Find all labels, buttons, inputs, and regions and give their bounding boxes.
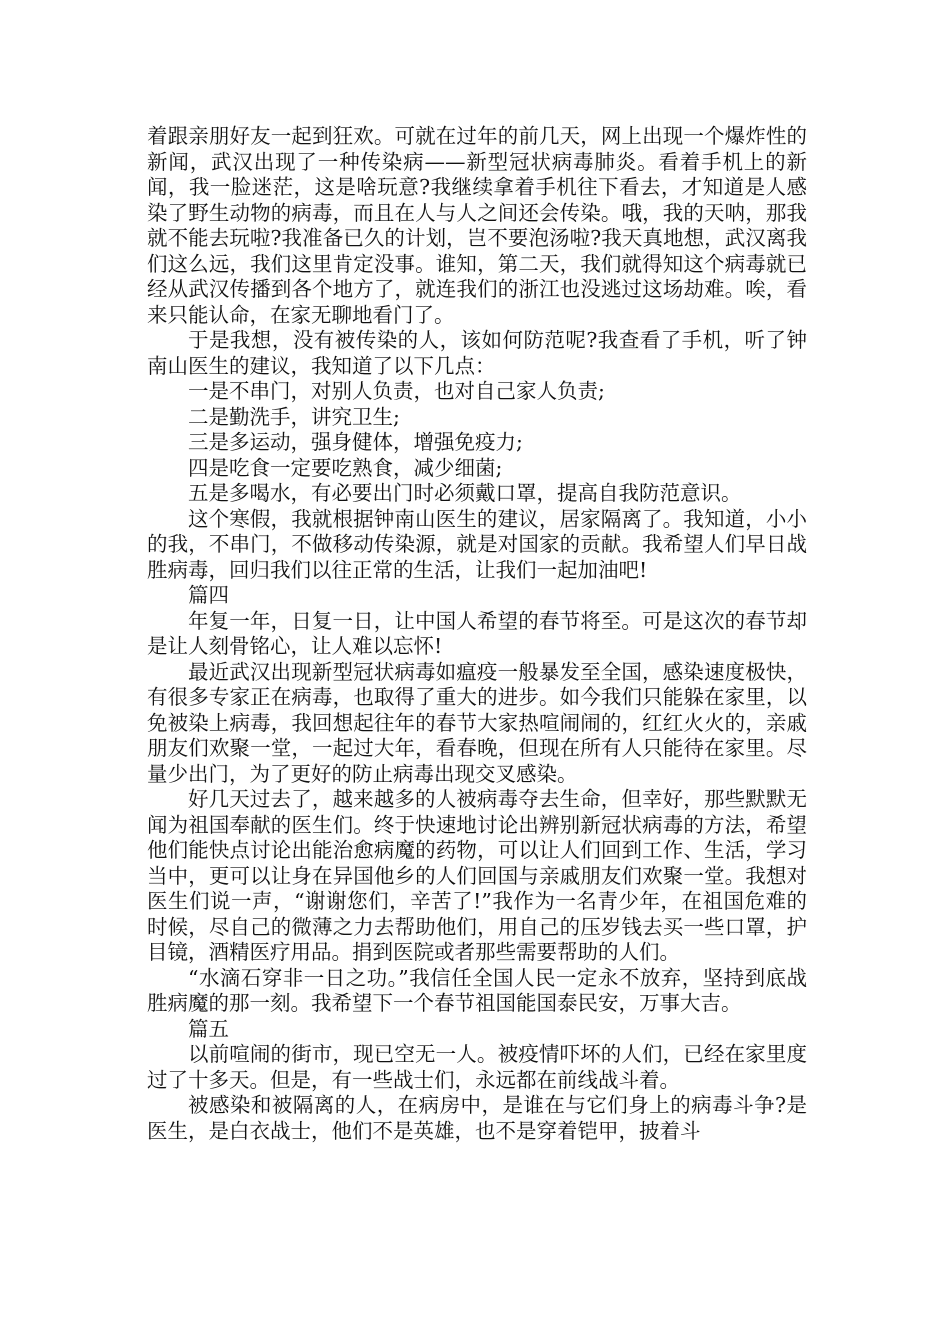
paragraph-4: 年复一年，日复一日，让中国人希望的春节将至。可是这次的春节却是让人刻骨铭心，让人难以忘怀!	[147, 608, 807, 658]
paragraph-6: 好几天过去了，越来越多的人被病毒夺去生命，但幸好，那些默默无闻为祖国奉献的医生们。终于快速地讨论出辨别新冠状病毒的方法，希望他们能快点讨论出能治愈病魔的药物，可以让人们回到工作、生活，学习当中，更可以让身在异国他乡的人们回国与亲戚朋友们欢聚一堂。我想对医生们说一声，“谢谢您们，辛苦了!”我作为一名青少年，在祖国危难的时候，尽自己的微薄之力去帮助他们，用自己的压岁钱去买一些口罩，护目镜，酒精医疗用品。捐到医院或者那些需要帮助的人们。	[147, 787, 807, 964]
paragraph-1: 着跟亲朋好友一起到狂欢。可就在过年的前几天，网上出现一个爆炸性的新闻，武汉出现了一种传染病——新型冠状病毒肺炎。看着手机上的新闻，我一脸迷茫，这是啥玩意?我继续拿着手机往下看去，才知道是人感染了野生动物的病毒，而且在人与人之间还会传染。哦，我的天呐，那我就不能去玩啦?我准备已久的计划，岂不要泡汤啦?我天真地想，武汉离我们这么远，我们这里肯定没事。谁知，第二天，我们就得知这个病毒就已经从武汉传播到各个地方了，就连我们的浙江也没逃过这场劫难。唉，看来只能认命，在家无聊地看门了。	[147, 124, 807, 327]
section-heading-4: 篇四	[188, 583, 229, 607]
paragraph-2: 于是我想，没有被传染的人，该如何防范呢?我查看了手机，听了钟南山医生的建议，我知道了以下几点：	[147, 328, 807, 378]
paragraph-3: 这个寒假，我就根据钟南山医生的建议，居家隔离了。我知道，小小的我，不串门，不做移动传染源，就是对国家的贡献。我希望人们早日战胜病毒，回归我们以往正常的生活，让我们一起加油吧!	[147, 506, 807, 582]
list-item-4: 四是吃食一定要吃熟食，减少细菌;	[188, 455, 503, 480]
list-item-2: 二是勤洗手，讲究卫生;	[188, 404, 400, 429]
paragraph-9: 被感染和被隔离的人，在病房中，是谁在与它们身上的病毒斗争?是医生，是白衣战士，他们不是英雄，也不是穿着铠甲，披着斗	[147, 1093, 807, 1143]
list-item-3: 三是多运动，强身健体，增强免疫力;	[188, 430, 523, 454]
paragraph-5: 最近武汉出现新型冠状病毒如瘟疫一般暴发至全国，感染速度极快，有很多专家正在病毒，也取得了重大的进步。如今我们只能躲在家里，以免被染上病毒，我回想起往年的春节大家热喧闹闹的，红红火火的，亲戚朋友们欢聚一堂，一起过大年，看春晚，但现在所有人只能待在家里。尽量少出门，为了更好的防止病毒出现交叉感染。	[147, 659, 807, 786]
document-page	[147, 124, 807, 1144]
section-heading-5: 篇五	[188, 1016, 229, 1041]
paragraph-7: “水滴石穿非一日之功。”我信任全国人民一定永不放弃，坚持到底战胜病魔的那一刻。我希望下一个春节祖国能国泰民安，万事大吉。	[147, 965, 807, 1015]
list-item-1: 一是不串门，对别人负责，也对自己家人负责;	[188, 379, 605, 403]
list-item-5: 五是多喝水，有必要出门时必须戴口罩，提高自我防范意识。	[188, 481, 742, 505]
paragraph-8: 以前喧闹的街市，现已空无一人。被疫情吓坏的人们，已经在家里度过了十多天。但是，有一些战士们，永远都在前线战斗着。	[147, 1042, 807, 1092]
